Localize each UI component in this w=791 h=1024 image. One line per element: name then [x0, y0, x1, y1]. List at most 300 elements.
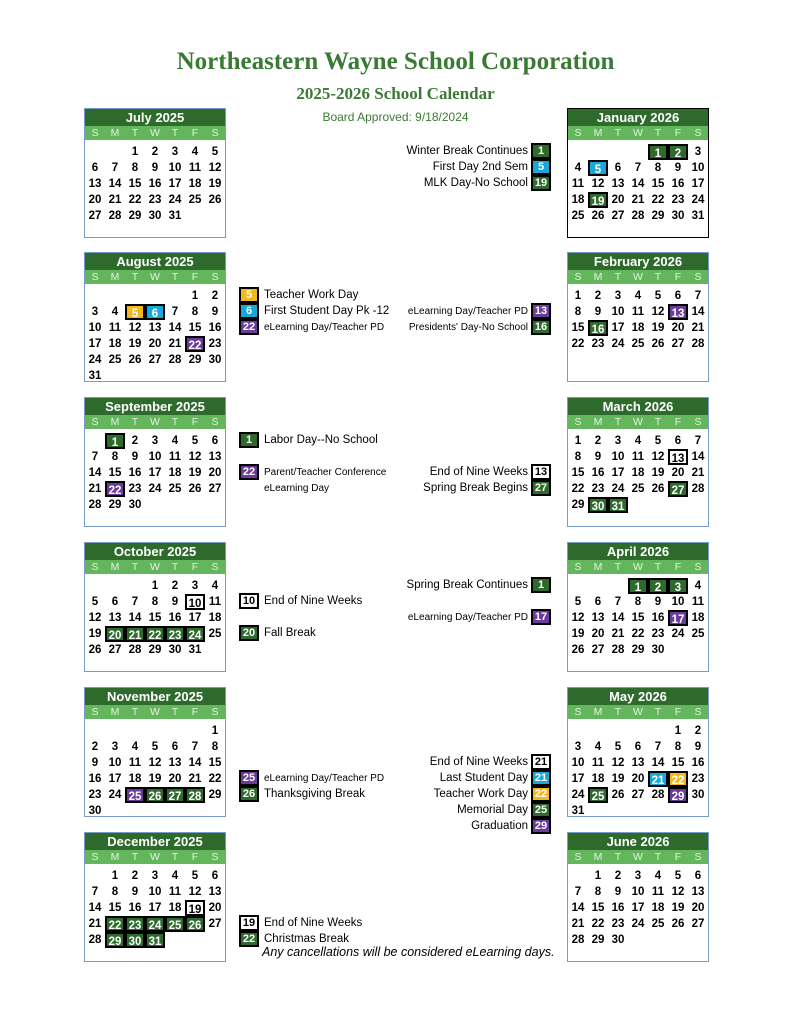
calendar-day: 21 — [168, 338, 182, 350]
calendar-day: 11 — [691, 596, 705, 608]
month-title: December 2025 — [85, 833, 225, 850]
calendar-day: 19 — [671, 902, 685, 914]
month-may-2026 — [567, 687, 709, 817]
calendar-day: 23 — [651, 628, 665, 640]
weekday-label: M — [110, 127, 120, 139]
calendar-day: 17 — [691, 178, 705, 190]
calendar-day: 2 — [668, 144, 688, 160]
calendar-day: 18 — [571, 194, 585, 206]
calendar-day: 5 — [151, 741, 159, 753]
weekday-label: S — [211, 561, 219, 573]
legend-entry — [239, 915, 362, 931]
calendar-day: 23 — [88, 789, 102, 801]
weekday-label: S — [91, 416, 99, 428]
weekday-label: T — [654, 127, 662, 139]
month-title: January 2026 — [568, 109, 708, 126]
month-title: July 2025 — [85, 109, 225, 126]
calendar-day: 25 — [571, 210, 585, 222]
weekday-label: M — [110, 706, 120, 718]
calendar-day: 17 — [611, 467, 625, 479]
calendar-day: 20 — [148, 338, 162, 350]
weekday-label: S — [694, 127, 702, 139]
calendar-day: 8 — [654, 162, 662, 174]
calendar-day: 25 — [651, 918, 665, 930]
calendar-day: 19 — [88, 628, 102, 640]
calendar-day: 17 — [168, 178, 182, 190]
weekday-label: F — [191, 416, 199, 428]
calendar-day: 10 — [168, 162, 182, 174]
calendar-day: 30 — [125, 932, 145, 948]
calendar-day: 28 — [168, 354, 182, 366]
weekday-label: M — [593, 127, 603, 139]
calendar-day: 21 — [631, 194, 645, 206]
calendar-day: 1 — [191, 290, 199, 302]
weekday-label: S — [211, 416, 219, 428]
calendar-day: 25 — [165, 916, 185, 932]
weekday-header — [85, 126, 225, 140]
calendar-day: 20 — [591, 628, 605, 640]
calendar-day: 19 — [185, 900, 205, 916]
calendar-day: 17 — [611, 322, 625, 334]
calendar-day: 9 — [131, 451, 139, 463]
calendar-day: 31 — [608, 497, 628, 513]
calendar-day: 10 — [611, 451, 625, 463]
calendar-day: 23 — [691, 773, 705, 785]
calendar-day: 18 — [168, 902, 182, 914]
calendar-day: 3 — [614, 290, 622, 302]
month-january-2026 — [567, 108, 709, 238]
calendar-day: 12 — [208, 162, 222, 174]
calendar-day: 1 — [594, 870, 602, 882]
calendar-day: 22 — [668, 771, 688, 787]
legend-chip: 17 — [531, 609, 551, 625]
calendar-day: 15 — [208, 757, 222, 769]
calendar-day: 4 — [191, 146, 199, 158]
legend-entry — [239, 464, 386, 480]
weekday-header — [568, 560, 708, 574]
legend-chip: 5 — [239, 287, 259, 303]
calendar-day: 23 — [165, 626, 185, 642]
weekday-label: T — [171, 127, 179, 139]
calendar-day: 14 — [651, 757, 665, 769]
calendar-day: 8 — [111, 451, 119, 463]
calendar-day: 30 — [148, 210, 162, 222]
calendar-day: 20 — [88, 194, 102, 206]
calendar-day: 18 — [108, 338, 122, 350]
calendar-day: 29 — [128, 210, 142, 222]
calendar-day: 7 — [91, 451, 99, 463]
calendar-day: 13 — [148, 322, 162, 334]
calendar-day: 28 — [88, 934, 102, 946]
calendar-day: 16 — [128, 902, 142, 914]
weekday-label: M — [593, 561, 603, 573]
weekday-label: S — [211, 127, 219, 139]
calendar-day: 13 — [168, 757, 182, 769]
legend-chip: 1 — [531, 577, 551, 593]
calendar-day: 13 — [208, 451, 222, 463]
calendar-day: 5 — [654, 435, 662, 447]
calendar-day: 1 — [674, 725, 682, 737]
legend-label: Teacher Work Day — [433, 788, 528, 800]
calendar-day: 17 — [188, 612, 202, 624]
calendar-day: 13 — [631, 757, 645, 769]
calendar-day: 3 — [171, 146, 179, 158]
legend-entry — [239, 770, 384, 786]
calendar-day: 4 — [111, 306, 119, 318]
weekday-label: S — [694, 416, 702, 428]
calendar-day: 23 — [125, 916, 145, 932]
calendar-day: 31 — [145, 932, 165, 948]
calendar-day: 13 — [591, 612, 605, 624]
calendar-day: 3 — [151, 435, 159, 447]
calendar-day: 31 — [168, 210, 182, 222]
weekday-label: F — [191, 706, 199, 718]
legend-entry — [424, 175, 551, 191]
weekday-label: T — [654, 706, 662, 718]
calendar-day: 26 — [185, 916, 205, 932]
calendar-day: 14 — [88, 467, 102, 479]
calendar-day: 4 — [574, 162, 582, 174]
calendar-day: 9 — [594, 306, 602, 318]
legend-label: Winter Break Continues — [406, 145, 528, 157]
legend-label: Presidents' Day-No School — [408, 321, 528, 333]
calendar-day: 14 — [631, 178, 645, 190]
calendar-day: 18 — [591, 773, 605, 785]
calendar-day: 31 — [188, 644, 202, 656]
legend-entry — [239, 625, 316, 641]
weekday-label: T — [654, 416, 662, 428]
calendar-day: 14 — [571, 902, 585, 914]
calendar-day: 1 — [628, 578, 648, 594]
weekday-label: S — [91, 271, 99, 283]
weekday-label: T — [614, 561, 622, 573]
calendar-day: 28 — [691, 483, 705, 495]
weekday-label: T — [131, 416, 139, 428]
calendar-day: 2 — [211, 290, 219, 302]
calendar-day: 30 — [208, 354, 222, 366]
weekday-header — [85, 850, 225, 864]
weekday-label: W — [633, 127, 643, 139]
calendar-day: 5 — [91, 596, 99, 608]
calendar-day: 3 — [191, 580, 199, 592]
calendar-day: 30 — [168, 644, 182, 656]
calendar-day: 12 — [188, 886, 202, 898]
legend-entry — [471, 818, 551, 834]
calendar-day: 6 — [145, 304, 165, 320]
calendar-day: 6 — [211, 870, 219, 882]
calendar-day: 14 — [128, 612, 142, 624]
calendar-day: 6 — [594, 596, 602, 608]
calendar-day: 18 — [208, 612, 222, 624]
calendar-day: 21 — [88, 483, 102, 495]
calendar-day: 15 — [651, 178, 665, 190]
calendar-day: 10 — [691, 162, 705, 174]
calendar-day: 14 — [88, 902, 102, 914]
calendar-day: 12 — [128, 322, 142, 334]
weekday-label: F — [191, 271, 199, 283]
weekday-label: T — [654, 851, 662, 863]
calendar-day: 9 — [211, 306, 219, 318]
calendar-day: 21 — [108, 194, 122, 206]
weekday-label: S — [694, 851, 702, 863]
calendar-day: 11 — [168, 886, 182, 898]
calendar-day: 22 — [128, 194, 142, 206]
calendar-day: 29 — [651, 210, 665, 222]
calendar-day: 2 — [151, 146, 159, 158]
weekday-label: T — [654, 561, 662, 573]
weekday-label: W — [150, 561, 160, 573]
calendar-day: 17 — [148, 902, 162, 914]
calendar-day: 28 — [651, 789, 665, 801]
calendar-day: 7 — [171, 306, 179, 318]
calendar-day: 20 — [208, 467, 222, 479]
weekday-label: W — [633, 271, 643, 283]
legend-entry — [239, 287, 358, 303]
weekday-label: T — [131, 706, 139, 718]
weekday-label: M — [110, 851, 120, 863]
legend-entry — [407, 577, 551, 593]
calendar-day: 1 — [211, 725, 219, 737]
calendar-day: 26 — [591, 210, 605, 222]
calendar-day: 16 — [88, 773, 102, 785]
legend-chip: 27 — [531, 480, 551, 496]
weekday-label: M — [110, 561, 120, 573]
weekday-label: F — [674, 416, 682, 428]
calendar-day: 7 — [111, 162, 119, 174]
legend-chip: 22 — [239, 319, 259, 335]
calendar-day: 8 — [211, 741, 219, 753]
calendar-day: 2 — [614, 870, 622, 882]
calendar-day: 26 — [611, 789, 625, 801]
calendar-day: 25 — [208, 628, 222, 640]
calendar-day: 11 — [168, 451, 182, 463]
calendar-day: 27 — [165, 787, 185, 803]
legend-chip: 13 — [531, 303, 551, 319]
calendar-day: 10 — [148, 451, 162, 463]
calendar-day: 8 — [634, 596, 642, 608]
calendar-day: 16 — [691, 757, 705, 769]
calendar-day: 8 — [574, 451, 582, 463]
calendar-day: 26 — [145, 787, 165, 803]
calendar-day: 16 — [148, 178, 162, 190]
calendar-day: 29 — [188, 354, 202, 366]
calendar-day: 30 — [611, 934, 625, 946]
weekday-label: T — [171, 271, 179, 283]
calendar-day: 7 — [614, 596, 622, 608]
month-title: April 2026 — [568, 543, 708, 560]
legend-chip: 5 — [531, 159, 551, 175]
calendar-day: 8 — [574, 306, 582, 318]
calendar-day: 9 — [91, 757, 99, 769]
calendar-day: 23 — [591, 483, 605, 495]
calendar-day: 3 — [614, 435, 622, 447]
calendar-day: 7 — [191, 741, 199, 753]
calendar-day: 1 — [105, 433, 125, 449]
weekday-label: S — [694, 706, 702, 718]
weekday-label: S — [211, 271, 219, 283]
weekday-label: W — [150, 127, 160, 139]
weekday-label: S — [574, 416, 582, 428]
calendar-day: 26 — [88, 644, 102, 656]
calendar-day: 28 — [108, 210, 122, 222]
calendar-day: 18 — [651, 902, 665, 914]
legend-chip: 13 — [531, 464, 551, 480]
calendar-day: 10 — [571, 757, 585, 769]
weekday-label: W — [633, 706, 643, 718]
calendar-day: 9 — [614, 886, 622, 898]
legend-chip: 19 — [531, 175, 551, 191]
legend-entry — [239, 432, 378, 448]
calendar-day: 2 — [91, 741, 99, 753]
calendar-day: 6 — [634, 741, 642, 753]
calendar-day: 26 — [651, 483, 665, 495]
month-title: May 2026 — [568, 688, 708, 705]
calendar-day: 21 — [125, 626, 145, 642]
calendar-day: 4 — [171, 870, 179, 882]
weekday-label: S — [91, 561, 99, 573]
calendar-day: 25 — [108, 354, 122, 366]
calendar-day: 30 — [88, 805, 102, 817]
calendar-day: 27 — [208, 918, 222, 930]
calendar-day: 13 — [611, 178, 625, 190]
calendar-day: 4 — [171, 435, 179, 447]
page-subtitle: 2025-2026 School Calendar — [296, 84, 495, 103]
calendar-day: 6 — [694, 870, 702, 882]
weekday-label: F — [674, 851, 682, 863]
calendar-day: 5 — [654, 290, 662, 302]
calendar-day: 12 — [188, 451, 202, 463]
calendar-day: 29 — [591, 934, 605, 946]
calendar-day: 1 — [574, 435, 582, 447]
calendar-day: 4 — [634, 435, 642, 447]
calendar-day: 22 — [571, 483, 585, 495]
calendar-day: 24 — [108, 789, 122, 801]
weekday-label: F — [674, 127, 682, 139]
calendar-day: 11 — [188, 162, 202, 174]
legend-label: Memorial Day — [457, 804, 528, 816]
month-title: September 2025 — [85, 398, 225, 415]
calendar-day: 29 — [631, 644, 645, 656]
calendar-day: 28 — [611, 644, 625, 656]
weekday-label: M — [110, 416, 120, 428]
weekday-label: T — [171, 561, 179, 573]
calendar-day: 8 — [594, 886, 602, 898]
calendar-day: 16 — [168, 612, 182, 624]
calendar-day: 13 — [668, 449, 688, 465]
weekday-label: S — [211, 706, 219, 718]
legend-chip: 29 — [531, 818, 551, 834]
calendar-day: 21 — [648, 771, 668, 787]
legend-label: MLK Day-No School — [423, 177, 528, 189]
calendar-day: 16 — [611, 902, 625, 914]
calendar-day: 29 — [148, 644, 162, 656]
weekday-header — [568, 705, 708, 719]
calendar-day: 2 — [648, 578, 668, 594]
weekday-label: M — [110, 271, 120, 283]
legend-label: Teacher Work Day — [264, 289, 359, 301]
weekday-label: M — [593, 416, 603, 428]
calendar-day: 4 — [694, 580, 702, 592]
calendar-day: 15 — [571, 322, 585, 334]
calendar-day: 27 — [208, 483, 222, 495]
weekday-label: F — [191, 127, 199, 139]
calendar-day: 24 — [631, 918, 645, 930]
calendar-day: 1 — [151, 580, 159, 592]
legend-entry — [440, 770, 551, 786]
calendar-day: 21 — [188, 773, 202, 785]
calendar-day: 30 — [671, 210, 685, 222]
weekday-label: T — [171, 706, 179, 718]
weekday-header — [85, 705, 225, 719]
calendar-day: 13 — [668, 304, 688, 320]
calendar-day: 10 — [611, 306, 625, 318]
calendar-day: 29 — [108, 499, 122, 511]
weekday-label: S — [574, 706, 582, 718]
legend-label: Thanksgiving Break — [264, 788, 365, 800]
calendar-day: 16 — [671, 178, 685, 190]
weekday-label: W — [150, 271, 160, 283]
calendar-day: 30 — [588, 497, 608, 513]
calendar-day: 9 — [654, 596, 662, 608]
calendar-day: 18 — [691, 612, 705, 624]
month-title: February 2026 — [568, 253, 708, 270]
calendar-day: 11 — [631, 451, 645, 463]
calendar-day: 11 — [631, 306, 645, 318]
calendar-day: 18 — [188, 178, 202, 190]
calendar-day: 14 — [611, 612, 625, 624]
calendar-day: 25 — [631, 338, 645, 350]
calendar-day: 18 — [168, 467, 182, 479]
calendar-day: 27 — [691, 918, 705, 930]
calendar-day: 25 — [168, 483, 182, 495]
legend-label: Fall Break — [264, 627, 316, 639]
weekday-label: S — [574, 127, 582, 139]
calendar-day: 10 — [108, 757, 122, 769]
weekday-header — [568, 415, 708, 429]
calendar-day: 15 — [188, 322, 202, 334]
legend-label: End of Nine Weeks — [264, 595, 363, 607]
calendar-day: 24 — [148, 483, 162, 495]
calendar-day: 13 — [208, 886, 222, 898]
calendar-day: 7 — [694, 435, 702, 447]
legend-entry — [408, 303, 551, 319]
calendar-day: 21 — [691, 467, 705, 479]
legend-label: eLearning Day — [264, 482, 330, 494]
calendar-day: 22 — [208, 773, 222, 785]
legend-entry — [433, 159, 551, 175]
calendar-day: 13 — [88, 178, 102, 190]
calendar-day: 14 — [691, 451, 705, 463]
calendar-day: 28 — [631, 210, 645, 222]
calendar-day: 25 — [125, 787, 145, 803]
calendar-day: 30 — [651, 644, 665, 656]
legend-chip: 21 — [531, 754, 551, 770]
legend-label: End of Nine Weeks — [264, 917, 363, 929]
calendar-day: 23 — [128, 483, 142, 495]
weekday-header — [568, 850, 708, 864]
month-february-2026 — [567, 252, 709, 382]
weekday-label: S — [574, 851, 582, 863]
calendar-day: 30 — [691, 789, 705, 801]
calendar-day: 29 — [668, 787, 688, 803]
weekday-label: M — [593, 706, 603, 718]
legend-label: eLearning Day/Teacher PD — [407, 611, 528, 623]
calendar-day: 12 — [651, 306, 665, 318]
calendar-day: 10 — [88, 322, 102, 334]
page-title: Northeastern Wayne School Corporation — [176, 48, 615, 75]
legend-label: Graduation — [471, 820, 528, 832]
legend-entry — [239, 786, 365, 802]
